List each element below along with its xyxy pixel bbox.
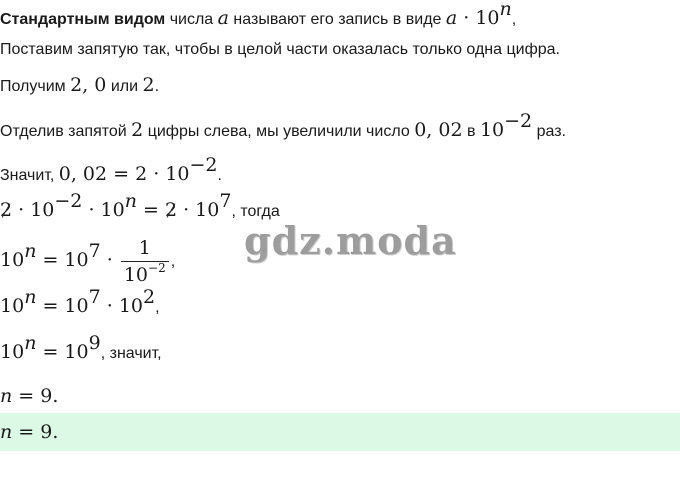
fraction <box>121 237 169 286</box>
fraction-numerator: 1 <box>121 237 169 262</box>
equation-line <box>0 332 162 364</box>
math-variable: a <box>217 7 229 29</box>
math-expression: · 10 <box>100 295 144 317</box>
math-expression: 10 <box>0 295 25 317</box>
math-expression: = 9. <box>12 385 59 407</box>
math-exponent: 9 <box>88 332 101 354</box>
cancelled-term: 2 <box>0 199 13 221</box>
math-exponent: −2 <box>148 261 166 276</box>
explanation-line <box>0 110 566 142</box>
answer-highlight <box>0 413 680 451</box>
math-expression: · <box>100 249 119 271</box>
math-expression: 10 <box>123 264 149 287</box>
math-exponent: 7 <box>219 190 232 212</box>
text-fragment: , <box>155 299 160 316</box>
text-fragment: . <box>217 167 222 184</box>
text-fragment: числа <box>165 11 218 28</box>
equation-line <box>0 286 160 318</box>
text-fragment: называют его запись в виде <box>228 11 446 28</box>
math-exponent: n <box>499 0 512 20</box>
math-expression: = 10 <box>36 341 89 363</box>
text-fragment: цифры слева, мы увеличили число <box>143 123 415 140</box>
text-fragment: , значит, <box>100 345 162 362</box>
math-expression: = 10 <box>36 295 89 317</box>
math-variable: n <box>0 385 13 407</box>
math-exponent: n <box>124 190 137 212</box>
math-expression: 10 <box>479 119 505 141</box>
math-expression: · 10 <box>177 199 220 221</box>
math-exponent: −2 <box>54 190 83 212</box>
text-fragment: Поставим запятую так, чтобы в целой части оказалась только одна цифра. <box>0 41 560 58</box>
math-exponent: 7 <box>88 240 101 262</box>
math-expression: 10 <box>0 249 25 271</box>
text-fragment: в <box>462 123 480 140</box>
fraction-denominator <box>121 262 169 286</box>
math-expression: · 10 <box>12 199 55 221</box>
math-expression: 2 <box>142 74 155 96</box>
conclusion-line <box>0 154 222 186</box>
text-fragment: Получим <box>0 78 71 95</box>
math-exponent: −2 <box>504 110 533 132</box>
equation-line <box>0 190 280 222</box>
math-expression: 2, 0 <box>70 74 107 96</box>
answer-line <box>0 422 58 444</box>
result-line <box>0 75 159 97</box>
text-fragment: , тогда <box>231 203 280 220</box>
fraction-equation-line <box>0 236 175 286</box>
cancelled-term: 2 <box>164 199 178 221</box>
definition-term: Стандартным видом <box>0 11 166 28</box>
math-expression: 2 <box>131 119 144 141</box>
text-fragment: раз. <box>532 123 566 140</box>
text-fragment: , <box>170 253 176 270</box>
math-expression: = 10 <box>36 249 89 271</box>
math-expression: 10 <box>0 341 25 363</box>
math-expression: 0, 02 = 2 · 10 <box>58 163 190 185</box>
math-variable: n <box>0 421 13 443</box>
definition-line <box>0 0 517 30</box>
text-fragment: Значит, <box>0 167 59 184</box>
math-expression: · 10 <box>457 7 500 29</box>
math-exponent: −2 <box>189 154 218 176</box>
math-exponent: n <box>24 240 37 262</box>
math-expression: 0, 02 <box>414 119 463 141</box>
instruction-line <box>0 40 560 60</box>
solution-line <box>0 386 58 408</box>
math-exponent: 2 <box>143 286 156 308</box>
math-expression: = <box>136 199 165 221</box>
math-expression: · 10 <box>82 199 125 221</box>
text-fragment: , <box>511 11 517 28</box>
math-variable: a <box>445 7 458 29</box>
text-fragment: или <box>106 78 143 95</box>
text-fragment: . <box>154 78 160 95</box>
watermark: gdz.moda <box>244 218 457 263</box>
math-exponent: 7 <box>88 286 101 308</box>
text-fragment: Отделив запятой <box>0 123 132 140</box>
math-expression: = 9. <box>12 421 59 443</box>
math-exponent: n <box>24 286 37 308</box>
math-exponent: n <box>24 332 37 354</box>
